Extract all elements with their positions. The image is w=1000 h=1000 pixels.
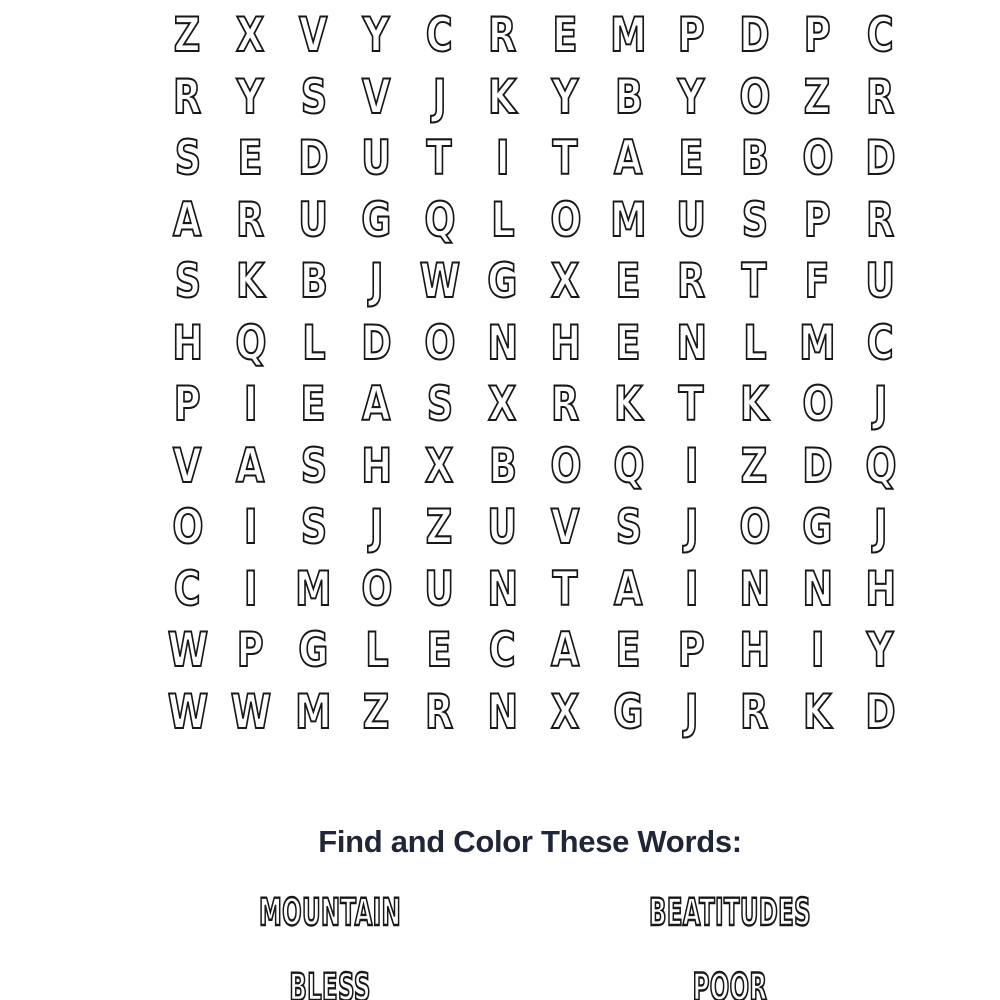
- grid-letter: M: [610, 8, 647, 64]
- grid-cell: [156, 67, 219, 129]
- grid-letter: R: [173, 69, 202, 125]
- grid-letter: J: [369, 254, 384, 310]
- grid-cell: [597, 190, 660, 252]
- grid-letter: Y: [237, 69, 264, 125]
- grid-cell: [156, 374, 219, 436]
- grid-letter: F: [804, 254, 831, 310]
- grid-cell: [597, 682, 660, 744]
- grid-cell: [786, 251, 849, 313]
- grid-cell: [282, 5, 345, 67]
- grid-letter: P: [237, 623, 264, 679]
- grid-letter: X: [551, 684, 580, 740]
- grid-cell: [219, 251, 282, 313]
- grid-letter: S: [300, 69, 327, 125]
- grid-cell: [723, 251, 786, 313]
- grid-letter: B: [299, 254, 328, 310]
- grid-cell: [408, 128, 471, 190]
- grid-letter: G: [361, 192, 392, 248]
- grid-cell: [156, 190, 219, 252]
- grid-letter: N: [487, 315, 518, 371]
- grid-letter: C: [174, 561, 201, 617]
- word-list-item: BEATITUDES: [649, 891, 811, 934]
- grid-letter: U: [424, 561, 455, 617]
- grid-cell: [282, 313, 345, 375]
- grid-letter: I: [684, 561, 699, 617]
- grid-cell: [849, 313, 912, 375]
- grid-letter: V: [299, 8, 328, 64]
- grid-cell: [660, 128, 723, 190]
- grid-cell: [345, 128, 408, 190]
- grid-letter: H: [172, 315, 203, 371]
- grid-cell: [849, 559, 912, 621]
- grid-cell: [786, 313, 849, 375]
- grid-cell: [345, 374, 408, 436]
- grid-letter: Q: [864, 438, 897, 494]
- grid-cell: [786, 67, 849, 129]
- grid-cell: [156, 5, 219, 67]
- grid-cell: [345, 5, 408, 67]
- grid-letter: M: [799, 315, 836, 371]
- grid-cell: [849, 374, 912, 436]
- grid-cell: [471, 374, 534, 436]
- grid-letter: K: [488, 69, 517, 125]
- grid-cell: [660, 436, 723, 498]
- grid-letter: G: [487, 254, 518, 310]
- grid-cell: [849, 682, 912, 744]
- grid-cell: [345, 251, 408, 313]
- grid-letter: L: [742, 315, 767, 371]
- grid-cell: [723, 190, 786, 252]
- grid-cell: [786, 559, 849, 621]
- grid-cell: [723, 682, 786, 744]
- grid-cell: [156, 313, 219, 375]
- grid-cell: [408, 620, 471, 682]
- grid-letter: P: [678, 623, 705, 679]
- grid-cell: [534, 128, 597, 190]
- grid-letter: N: [487, 561, 518, 617]
- grid-letter: E: [615, 623, 642, 679]
- grid-letter: N: [676, 315, 707, 371]
- grid-letter: S: [741, 192, 768, 248]
- grid-cell: [723, 436, 786, 498]
- grid-letter: J: [369, 500, 384, 556]
- grid-letter: A: [173, 192, 202, 248]
- grid-letter: D: [865, 131, 896, 187]
- grid-cell: [660, 190, 723, 252]
- grid-cell: [849, 251, 912, 313]
- grid-cell: [471, 251, 534, 313]
- grid-letter: J: [432, 69, 447, 125]
- grid-cell: [723, 313, 786, 375]
- grid-cell: [345, 559, 408, 621]
- grid-cell: [408, 559, 471, 621]
- grid-letter: A: [614, 561, 643, 617]
- grid-letter: W: [167, 684, 208, 740]
- grid-letter: D: [739, 8, 770, 64]
- grid-cell: [471, 620, 534, 682]
- grid-cell: [597, 251, 660, 313]
- grid-letter: L: [490, 192, 515, 248]
- grid-letter: V: [173, 438, 202, 494]
- grid-letter: Y: [867, 623, 894, 679]
- grid-letter: U: [487, 500, 518, 556]
- grid-letter: B: [614, 69, 643, 125]
- grid-letter: V: [362, 69, 391, 125]
- grid-cell: [219, 682, 282, 744]
- grid-cell: [723, 374, 786, 436]
- grid-cell: [471, 67, 534, 129]
- grid-cell: [849, 620, 912, 682]
- grid-cell: [786, 374, 849, 436]
- grid-letter: I: [243, 377, 258, 433]
- word-list-item: MOUNTAIN: [259, 891, 401, 934]
- grid-cell: [219, 5, 282, 67]
- grid-letter: P: [174, 377, 201, 433]
- grid-letter: U: [676, 192, 707, 248]
- grid-letter: M: [295, 561, 332, 617]
- word-list-item: BLESS: [289, 966, 371, 1000]
- grid-cell: [408, 251, 471, 313]
- grid-letter: R: [425, 684, 454, 740]
- grid-letter: C: [426, 8, 453, 64]
- grid-letter: R: [677, 254, 706, 310]
- grid-cell: [660, 620, 723, 682]
- grid-cell: [534, 67, 597, 129]
- grid-cell: [723, 67, 786, 129]
- grid-cell: [534, 190, 597, 252]
- grid-letter: Z: [426, 500, 453, 556]
- grid-letter: X: [488, 377, 517, 433]
- word-list: [130, 893, 930, 1000]
- grid-letter: I: [810, 623, 825, 679]
- grid-letter: T: [426, 131, 453, 187]
- grid-cell: [282, 497, 345, 559]
- grid-letter: N: [802, 561, 833, 617]
- word-list-item: POOR: [692, 966, 768, 1000]
- grid-cell: [723, 620, 786, 682]
- grid-letter: Y: [678, 69, 705, 125]
- grid-cell: [345, 190, 408, 252]
- grid-letter: T: [552, 131, 579, 187]
- grid-cell: [282, 620, 345, 682]
- grid-letter: J: [684, 500, 699, 556]
- grid-letter: G: [802, 500, 833, 556]
- grid-cell: [471, 559, 534, 621]
- grid-cell: [786, 497, 849, 559]
- grid-letter: E: [237, 131, 264, 187]
- grid-letter: V: [551, 500, 580, 556]
- grid-letter: D: [361, 315, 392, 371]
- grid-cell: [723, 128, 786, 190]
- grid-cell: [345, 497, 408, 559]
- grid-cell: [219, 436, 282, 498]
- grid-cell: [408, 497, 471, 559]
- grid-letter: Q: [612, 438, 645, 494]
- grid-letter: E: [426, 623, 453, 679]
- grid-letter: O: [171, 500, 204, 556]
- grid-letter: I: [684, 438, 699, 494]
- grid-letter: E: [615, 315, 642, 371]
- grid-letter: C: [489, 623, 516, 679]
- grid-cell: [849, 5, 912, 67]
- grid-cell: [786, 128, 849, 190]
- grid-letter: B: [488, 438, 517, 494]
- grid-letter: E: [615, 254, 642, 310]
- grid-cell: [660, 497, 723, 559]
- grid-cell: [156, 682, 219, 744]
- grid-letter: K: [614, 377, 643, 433]
- grid-cell: [219, 128, 282, 190]
- grid-letter: I: [243, 561, 258, 617]
- word-search-grid: [156, 5, 912, 743]
- grid-cell: [471, 190, 534, 252]
- grid-cell: [534, 5, 597, 67]
- grid-cell: [597, 313, 660, 375]
- grid-cell: [597, 5, 660, 67]
- grid-letter: U: [361, 131, 392, 187]
- grid-cell: [534, 497, 597, 559]
- grid-cell: [849, 67, 912, 129]
- grid-letter: R: [740, 684, 769, 740]
- grid-cell: [471, 5, 534, 67]
- grid-cell: [408, 313, 471, 375]
- grid-letter: R: [551, 377, 580, 433]
- grid-letter: O: [801, 377, 834, 433]
- grid-cell: [156, 497, 219, 559]
- grid-letter: W: [419, 254, 460, 310]
- grid-cell: [597, 67, 660, 129]
- grid-letter: H: [865, 561, 896, 617]
- grid-letter: J: [684, 684, 699, 740]
- grid-cell: [597, 374, 660, 436]
- grid-cell: [219, 620, 282, 682]
- grid-cell: [786, 620, 849, 682]
- grid-letter: Z: [363, 684, 390, 740]
- grid-cell: [786, 5, 849, 67]
- grid-letter: Z: [804, 69, 831, 125]
- grid-letter: D: [865, 684, 896, 740]
- grid-cell: [282, 67, 345, 129]
- grid-letter: T: [678, 377, 705, 433]
- grid-cell: [219, 374, 282, 436]
- grid-letter: G: [298, 623, 329, 679]
- grid-cell: [597, 620, 660, 682]
- grid-letter: H: [550, 315, 581, 371]
- grid-cell: [282, 190, 345, 252]
- grid-letter: S: [426, 377, 453, 433]
- grid-cell: [786, 682, 849, 744]
- grid-cell: [534, 313, 597, 375]
- grid-letter: S: [300, 500, 327, 556]
- grid-cell: [282, 251, 345, 313]
- grid-cell: [345, 620, 408, 682]
- grid-cell: [786, 190, 849, 252]
- grid-cell: [282, 559, 345, 621]
- grid-letter: E: [678, 131, 705, 187]
- grid-letter: R: [488, 8, 517, 64]
- grid-cell: [408, 190, 471, 252]
- grid-cell: [660, 67, 723, 129]
- grid-letter: U: [865, 254, 896, 310]
- grid-letter: R: [866, 69, 895, 125]
- grid-letter: J: [873, 500, 888, 556]
- grid-letter: O: [738, 69, 771, 125]
- grid-cell: [534, 559, 597, 621]
- grid-cell: [282, 682, 345, 744]
- grid-letter: J: [873, 377, 888, 433]
- grid-cell: [534, 374, 597, 436]
- grid-letter: X: [236, 8, 265, 64]
- grid-letter: H: [739, 623, 770, 679]
- grid-letter: K: [803, 684, 832, 740]
- grid-letter: Q: [423, 192, 456, 248]
- grid-cell: [660, 374, 723, 436]
- grid-cell: [723, 5, 786, 67]
- grid-letter: S: [615, 500, 642, 556]
- grid-letter: A: [614, 131, 643, 187]
- grid-cell: [345, 313, 408, 375]
- grid-letter: C: [867, 315, 894, 371]
- grid-cell: [660, 682, 723, 744]
- grid-letter: A: [551, 623, 580, 679]
- grid-letter: W: [167, 623, 208, 679]
- grid-letter: H: [361, 438, 392, 494]
- grid-letter: P: [804, 8, 831, 64]
- grid-letter: B: [740, 131, 769, 187]
- grid-cell: [849, 128, 912, 190]
- grid-cell: [723, 497, 786, 559]
- grid-letter: O: [801, 131, 834, 187]
- grid-letter: G: [613, 684, 644, 740]
- grid-cell: [282, 436, 345, 498]
- grid-cell: [156, 436, 219, 498]
- grid-cell: [345, 436, 408, 498]
- grid-cell: [408, 436, 471, 498]
- grid-letter: K: [740, 377, 769, 433]
- grid-letter: O: [360, 561, 393, 617]
- grid-letter: P: [804, 192, 831, 248]
- grid-letter: M: [610, 192, 647, 248]
- grid-cell: [534, 251, 597, 313]
- grid-letter: Y: [552, 69, 579, 125]
- grid-letter: X: [425, 438, 454, 494]
- grid-letter: S: [300, 438, 327, 494]
- grid-cell: [471, 128, 534, 190]
- grid-letter: L: [364, 623, 389, 679]
- grid-cell: [597, 559, 660, 621]
- grid-letter: A: [236, 438, 265, 494]
- grid-cell: [660, 313, 723, 375]
- grid-cell: [471, 313, 534, 375]
- grid-cell: [534, 436, 597, 498]
- grid-cell: [219, 559, 282, 621]
- grid-cell: [660, 5, 723, 67]
- grid-cell: [597, 128, 660, 190]
- grid-cell: [849, 436, 912, 498]
- grid-letter: O: [423, 315, 456, 371]
- grid-cell: [786, 436, 849, 498]
- grid-cell: [282, 128, 345, 190]
- grid-letter: O: [738, 500, 771, 556]
- grid-cell: [345, 682, 408, 744]
- grid-letter: Z: [174, 8, 201, 64]
- grid-cell: [408, 682, 471, 744]
- grid-cell: [849, 497, 912, 559]
- grid-letter: T: [552, 561, 579, 617]
- grid-cell: [219, 67, 282, 129]
- grid-cell: [471, 497, 534, 559]
- grid-cell: [660, 559, 723, 621]
- grid-cell: [156, 559, 219, 621]
- grid-cell: [660, 251, 723, 313]
- grid-cell: [345, 67, 408, 129]
- grid-cell: [282, 374, 345, 436]
- grid-letter: D: [298, 131, 329, 187]
- grid-cell: [471, 682, 534, 744]
- grid-letter: Q: [234, 315, 267, 371]
- grid-cell: [597, 497, 660, 559]
- grid-letter: Y: [363, 8, 390, 64]
- grid-letter: M: [295, 684, 332, 740]
- grid-letter: S: [174, 131, 201, 187]
- grid-letter: N: [739, 561, 770, 617]
- grid-cell: [849, 190, 912, 252]
- grid-letter: X: [551, 254, 580, 310]
- grid-letter: I: [495, 131, 510, 187]
- grid-letter: E: [552, 8, 579, 64]
- grid-letter: K: [236, 254, 265, 310]
- grid-letter: W: [230, 684, 271, 740]
- grid-cell: [219, 190, 282, 252]
- grid-cell: [408, 5, 471, 67]
- grid-cell: [723, 559, 786, 621]
- grid-cell: [534, 682, 597, 744]
- grid-cell: [156, 128, 219, 190]
- grid-cell: [408, 374, 471, 436]
- grid-letter: C: [867, 8, 894, 64]
- grid-cell: [156, 251, 219, 313]
- word-list-heading: Find and Color These Words:: [318, 824, 742, 859]
- grid-cell: [471, 436, 534, 498]
- grid-cell: [597, 436, 660, 498]
- grid-letter: I: [243, 500, 258, 556]
- grid-letter: S: [174, 254, 201, 310]
- grid-cell: [156, 620, 219, 682]
- grid-cell: [219, 497, 282, 559]
- grid-cell: [534, 620, 597, 682]
- grid-cell: [219, 313, 282, 375]
- grid-letter: T: [741, 254, 768, 310]
- grid-letter: U: [298, 192, 329, 248]
- grid-letter: O: [549, 192, 582, 248]
- grid-letter: P: [678, 8, 705, 64]
- grid-letter: D: [802, 438, 833, 494]
- grid-letter: R: [236, 192, 265, 248]
- grid-letter: Z: [741, 438, 768, 494]
- grid-letter: N: [487, 684, 518, 740]
- grid-letter: L: [301, 315, 326, 371]
- grid-letter: R: [866, 192, 895, 248]
- grid-letter: O: [549, 438, 582, 494]
- grid-letter: E: [300, 377, 327, 433]
- grid-letter: A: [362, 377, 391, 433]
- grid-cell: [408, 67, 471, 129]
